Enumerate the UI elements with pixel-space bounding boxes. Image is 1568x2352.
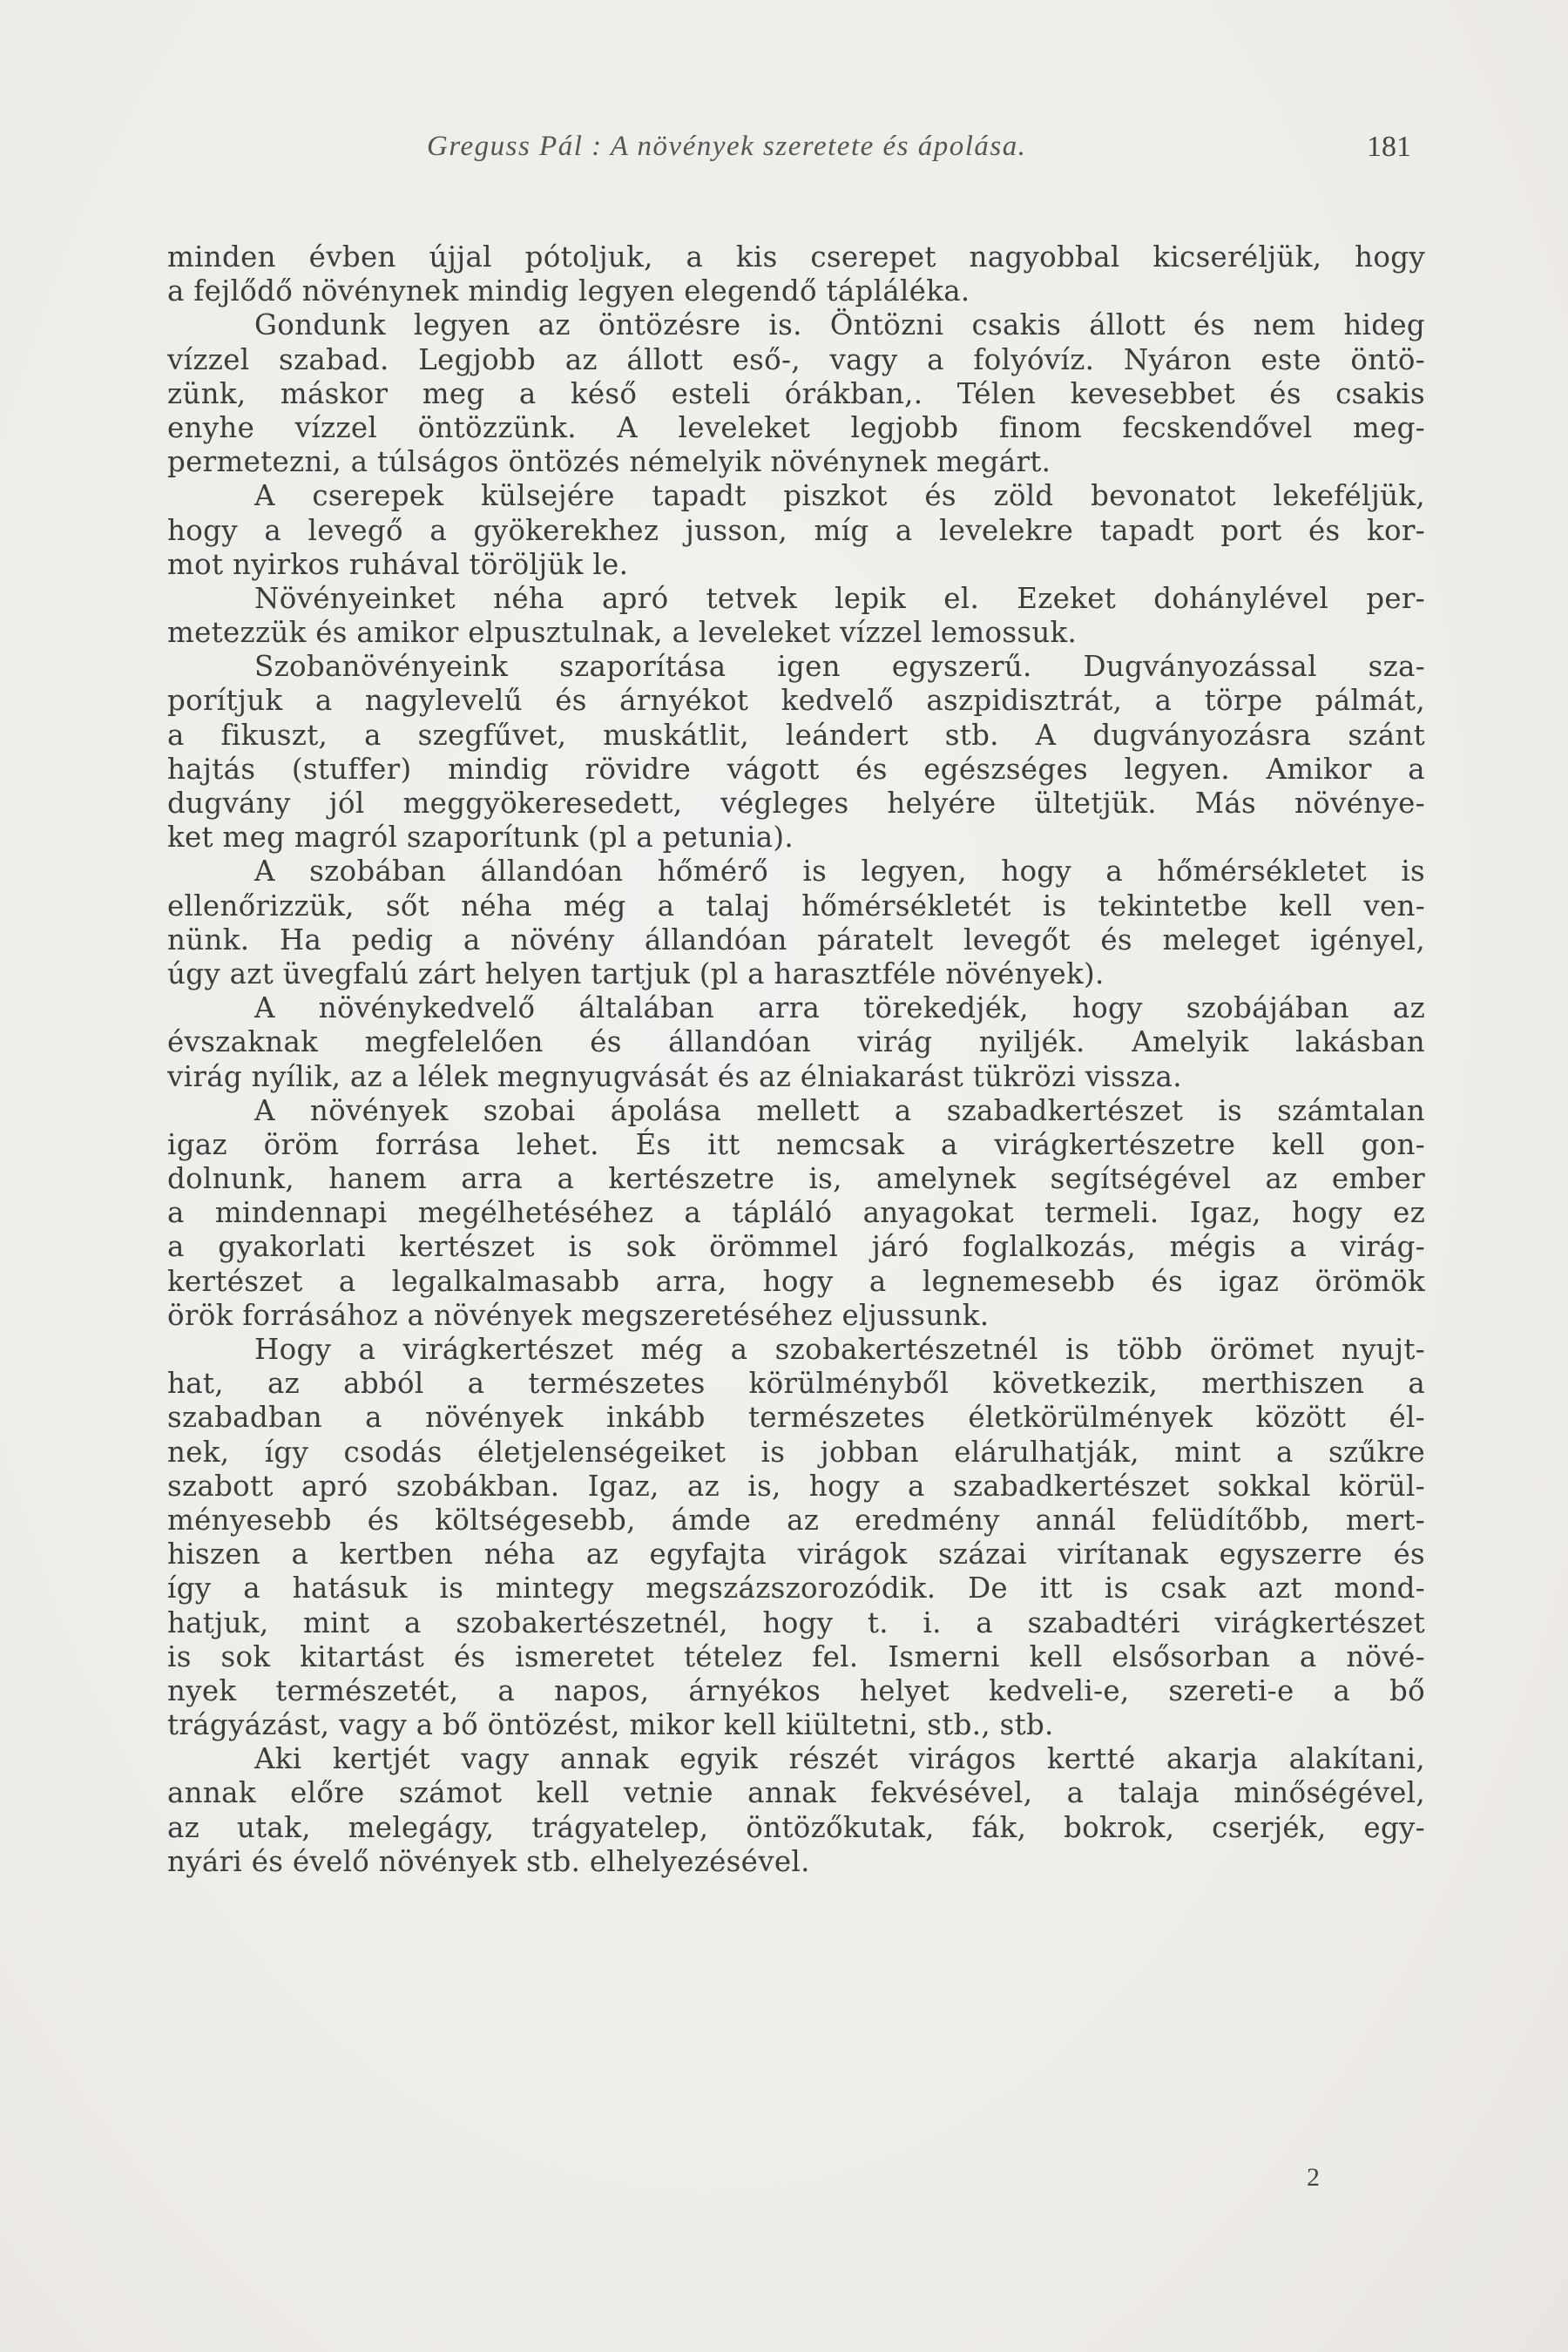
text-line: szabott apró szobákban. Igaz, az is, hogy a szabadkertészet sokkal körül-	[167, 1469, 1425, 1503]
text-line: nek, így csodás életjelenségeiket is jobban elárulhatják, mint a szűkre	[167, 1435, 1425, 1469]
running-head: Greguss Pál : A növények szeretete és ápolása.	[427, 131, 1027, 162]
body-text	[167, 240, 1425, 1879]
text-line: trágyázást, vagy a bő öntözést, mikor kell kiültetni, stb., stb.	[167, 1708, 1054, 1742]
text-line: virág nyílik, az a lélek megnyugvását és az élniakarást tükrözi vissza.	[167, 1059, 1182, 1093]
text-line: dolnunk, hanem arra a kertészetre is, amelynek segítségével az ember	[167, 1162, 1425, 1196]
text-line: enyhe vízzel öntözzünk. A leveleket legjobb finom fecskendővel meg-	[167, 410, 1425, 444]
text-line: hajtás (stuffer) mindig rövidre vágott és egészséges legyen. Amikor a	[167, 752, 1425, 786]
text-line: hogy a levegő a gyökerekhez jusson, míg a levelekre tapadt port és kor-	[167, 513, 1425, 547]
text-line: hatjuk, mint a szobakertészetnél, hogy t. i. a szabadtéri virágkertészet	[167, 1605, 1425, 1639]
page-number: 181	[1367, 131, 1411, 163]
text-line: Hogy a virágkertészet még a szobakertészetnél is több örömet nyujt-	[254, 1333, 1425, 1366]
text-line: hat, az abból a természetes körülményből következik, merthiszen a	[167, 1367, 1425, 1401]
text-line: az utak, melegágy, trágyatelep, öntözőkutak, fák, bokrok, cserjék, egy-	[167, 1810, 1425, 1844]
text-line: a gyakorlati kertészet is sok örömmel járó foglalkozás, mégis a virág-	[167, 1230, 1425, 1264]
text-line: a mindennapi megélhetéséhez a tápláló anyagokat termeli. Igaz, hogy ez	[167, 1196, 1425, 1230]
text-line: A szobában állandóan hőmérő is legyen, hogy a hőmérsékletet is	[254, 855, 1425, 889]
text-line: mot nyirkos ruhával töröljük le.	[167, 547, 629, 581]
text-line: igaz öröm forrása lehet. És itt nemcsak a virágkertészetre kell gon-	[167, 1127, 1425, 1161]
text-line: dugvány jól meggyökeresedett, végleges helyére ültetjük. Más növénye-	[167, 787, 1425, 820]
text-line: nünk. Ha pedig a növény állandóan páratelt levegőt és meleget igényel,	[167, 923, 1425, 956]
text-line: Aki kertjét vagy annak egyik részét virágos kertté akarja alakítani,	[254, 1742, 1425, 1776]
text-line: úgy azt üvegfalú zárt helyen tartjuk (pl a harasztféle növények).	[167, 956, 1105, 990]
text-line: ket meg magról szaporítunk (pl a petunia).	[167, 821, 794, 855]
text-line: vízzel szabad. Legjobb az állott eső-, vagy a folyóvíz. Nyáron este öntö-	[167, 342, 1425, 376]
signature-mark: 2	[1307, 2163, 1320, 2192]
text-line: porítjuk a nagylevelű és árnyékot kedvelő aszpidisztrát, a törpe pálmát,	[167, 684, 1425, 718]
text-line: kertészet a legalkalmasabb arra, hogy a legnemesebb és igaz örömök	[167, 1264, 1425, 1298]
text-line: nyári és évelő növények stb. elhelyezésével.	[167, 1844, 810, 1878]
text-line: a fikuszt, a szegfűvet, muskátlit, leándert stb. A dugványozásra szánt	[167, 718, 1425, 752]
text-line: így a hatásuk is mintegy megszázszorozódik. De itt is csak azt mond-	[167, 1571, 1425, 1605]
page-header	[427, 131, 1411, 174]
text-line: is sok kitartást és ismeretet tételez fel. Ismerni kell elsősorban a növé-	[167, 1639, 1425, 1673]
text-line: ményesebb és költségesebb, ámde az eredmény annál felüdítőbb, mert-	[167, 1503, 1425, 1537]
text-line: szabadban a növények inkább természetes életkörülmények között él-	[167, 1401, 1425, 1435]
text-line: minden évben újjal pótoljuk, a kis cserepet nagyobbal kicseréljük, hogy	[167, 240, 1425, 274]
text-line: A cserepek külsejére tapadt piszkot és zöld bevonatot lekeféljük,	[254, 479, 1425, 513]
text-line: ellenőrizzük, sőt néha még a talaj hőmérsékletét is tekintetbe kell ven-	[167, 889, 1425, 923]
text-line: hiszen a kertben néha az egyfajta virágok százai virítanak egyszerre és	[167, 1538, 1425, 1571]
text-line: metezzük és amikor elpusztulnak, a leveleket vízzel lemossuk.	[167, 616, 1078, 650]
text-line: nyek természetét, a napos, árnyékos helyet kedveli-e, szereti-e a bő	[167, 1673, 1425, 1707]
text-line: zünk, máskor meg a késő esteli órákban,. Télen kevesebbet és csakis	[167, 376, 1425, 410]
text-line: Szobanövényeink szaporítása igen egyszerű. Dugványozással sza-	[254, 650, 1425, 684]
text-line: évszaknak megfelelően és állandóan virág nyiljék. Amelyik lakásban	[167, 1025, 1425, 1059]
text-line: Gondunk legyen az öntözésre is. Öntözni csakis állott és nem hideg	[254, 308, 1425, 342]
text-line: a fejlődő növénynek mindig legyen elegendő tápláléka.	[167, 274, 970, 308]
text-line: annak előre számot kell vetnie annak fekvésével, a talaja minőségével,	[167, 1776, 1425, 1810]
text-line: A növénykedvelő általában arra törekedjék, hogy szobájában az	[254, 991, 1425, 1025]
text-line: örök forrásához a növények megszeretéséhez eljussunk.	[167, 1298, 990, 1332]
text-line: permetezni, a túlságos öntözés némelyik növénynek megárt.	[167, 445, 1051, 479]
text-line: Növényeinket néha apró tetvek lepik el. Ezeket dohánylével per-	[254, 581, 1425, 615]
text-line: A növények szobai ápolása mellett a szabadkertészet is számtalan	[254, 1093, 1425, 1127]
